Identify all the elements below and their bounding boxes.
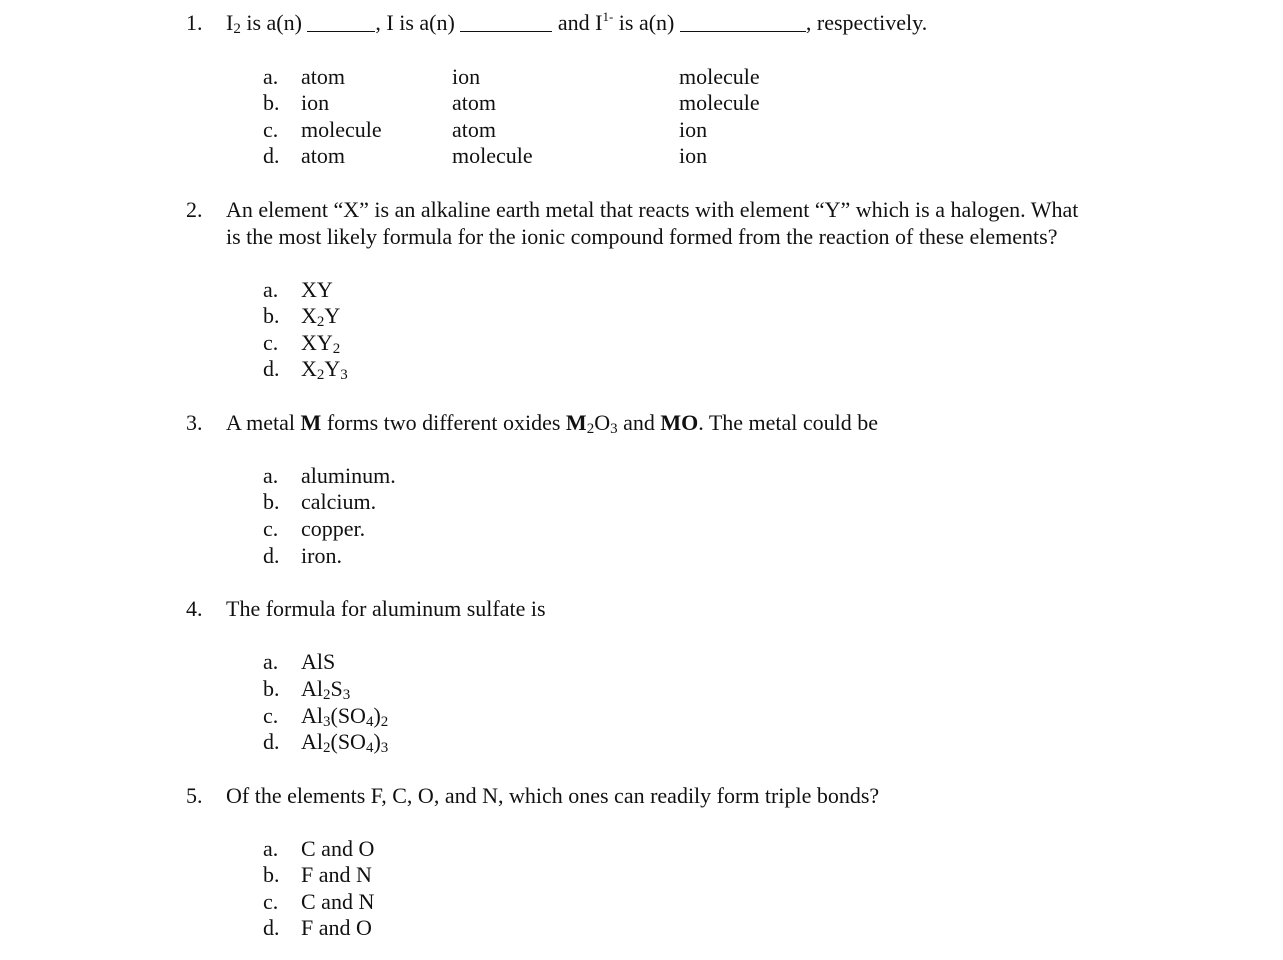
subscript: 4 <box>365 740 374 756</box>
metal-symbol: M <box>565 410 587 435</box>
formula-part: S <box>330 676 343 701</box>
option-col3: molecule <box>679 64 760 89</box>
option-letter: b. <box>263 90 280 115</box>
stem-text: A metal <box>226 410 301 435</box>
formula-part: Y <box>324 356 341 381</box>
stem-text: . The metal could be <box>698 410 879 435</box>
formula-part: ) <box>373 703 381 728</box>
stem-text: and I <box>557 10 603 35</box>
option-letter: a. <box>263 836 279 861</box>
option-letter: d. <box>263 543 280 568</box>
answer-blank[interactable] <box>460 13 552 32</box>
option-col2: atom <box>452 90 496 115</box>
formula-part: O <box>594 410 611 435</box>
option-letter: c. <box>263 516 279 541</box>
question-stem-line-2: is the most likely formula for the ionic compound formed from the reaction of these elements? <box>226 224 1058 249</box>
option-col1: molecule <box>301 117 382 142</box>
question-number: 5. <box>186 783 203 808</box>
subscript: 3 <box>342 687 351 703</box>
stem-text: I <box>226 10 234 35</box>
subscript: 2 <box>332 341 341 357</box>
subscript: 2 <box>323 687 331 703</box>
option-text: F and N <box>301 862 372 887</box>
subscript: 3 <box>610 421 618 437</box>
stem-text: and <box>617 410 661 435</box>
option-col3: ion <box>679 117 708 142</box>
option-formula <box>301 676 351 703</box>
option-text: calcium. <box>301 489 377 514</box>
subscript: 3 <box>323 714 331 730</box>
subscript: 2 <box>323 740 331 756</box>
superscript: 1- <box>602 9 614 24</box>
option-col1: ion <box>301 90 330 115</box>
option-letter: a. <box>263 463 279 488</box>
option-letter: c. <box>263 330 279 355</box>
option-formula <box>301 330 341 357</box>
formula-part: Al <box>301 729 323 754</box>
option-formula <box>301 729 389 756</box>
option-text: F and O <box>301 915 372 940</box>
option-letter: c. <box>263 889 279 914</box>
option-letter: d. <box>263 356 280 381</box>
subscript: 2 <box>233 21 241 37</box>
option-letter: c. <box>263 703 279 728</box>
option-letter: c. <box>263 117 279 142</box>
option-formula <box>301 356 348 383</box>
formula-part: X <box>301 303 317 328</box>
question-stem <box>226 9 928 37</box>
stem-text: is a(n) <box>240 10 302 35</box>
question-stem: Of the elements F, C, O, and N, which ones can readily form triple bonds? <box>226 783 880 808</box>
formula-part: (SO <box>330 729 366 754</box>
stem-text: forms two different oxides <box>321 410 566 435</box>
option-text: copper. <box>301 516 366 541</box>
subscript: 2 <box>316 314 325 330</box>
option-col2: ion <box>452 64 481 89</box>
option-col3: ion <box>679 143 708 168</box>
option-text: AlS <box>301 649 336 674</box>
subscript: 2 <box>380 714 389 730</box>
option-text: C and O <box>301 836 375 861</box>
option-letter: a. <box>263 277 279 302</box>
option-letter: b. <box>263 862 280 887</box>
metal-symbol: MO <box>660 410 699 435</box>
option-col3: molecule <box>679 90 760 115</box>
option-col2: molecule <box>452 143 533 168</box>
option-letter: d. <box>263 143 280 168</box>
option-text: aluminum. <box>301 463 396 488</box>
option-col1: atom <box>301 143 345 168</box>
subscript: 2 <box>316 367 325 383</box>
formula-part: Y <box>324 303 341 328</box>
option-letter: a. <box>263 64 279 89</box>
option-formula <box>301 303 341 330</box>
formula-part: Al <box>301 703 323 728</box>
option-letter: b. <box>263 303 280 328</box>
option-letter: d. <box>263 915 280 940</box>
option-letter: b. <box>263 676 280 701</box>
option-text: XY <box>301 277 333 302</box>
formula-part: X <box>301 330 317 355</box>
formula-part: (SO <box>330 703 366 728</box>
option-col1: atom <box>301 64 345 89</box>
option-letter: d. <box>263 729 280 754</box>
question-number: 1. <box>186 10 203 35</box>
answer-blank[interactable] <box>307 13 375 32</box>
subscript: 2 <box>586 421 595 437</box>
metal-symbol: M <box>300 410 322 435</box>
option-formula <box>301 703 389 730</box>
option-text: iron. <box>301 543 342 568</box>
option-col2: atom <box>452 117 496 142</box>
option-letter: b. <box>263 489 280 514</box>
question-number: 3. <box>186 410 203 435</box>
subscript: 3 <box>340 367 348 383</box>
question-stem: The formula for aluminum sulfate is <box>226 596 546 621</box>
formula-part: Al <box>301 676 323 701</box>
formula-part: X <box>301 356 317 381</box>
formula-part: ) <box>373 729 381 754</box>
answer-blank[interactable] <box>680 13 806 32</box>
question-stem <box>226 410 879 437</box>
question-stem-line-1: An element “X” is an alkaline earth metal that reacts with element “Y” which is a halogen. What <box>226 197 1079 222</box>
option-letter: a. <box>263 649 279 674</box>
question-number: 2. <box>186 197 203 222</box>
question-number: 4. <box>186 596 203 621</box>
formula-part: Y <box>316 330 333 355</box>
option-text: C and N <box>301 889 375 914</box>
stem-text: , I is a(n) <box>375 10 455 35</box>
stem-text: is a(n) <box>613 10 675 35</box>
subscript: 4 <box>365 714 374 730</box>
subscript: 3 <box>380 740 389 756</box>
stem-text: , respectively. <box>805 10 928 35</box>
